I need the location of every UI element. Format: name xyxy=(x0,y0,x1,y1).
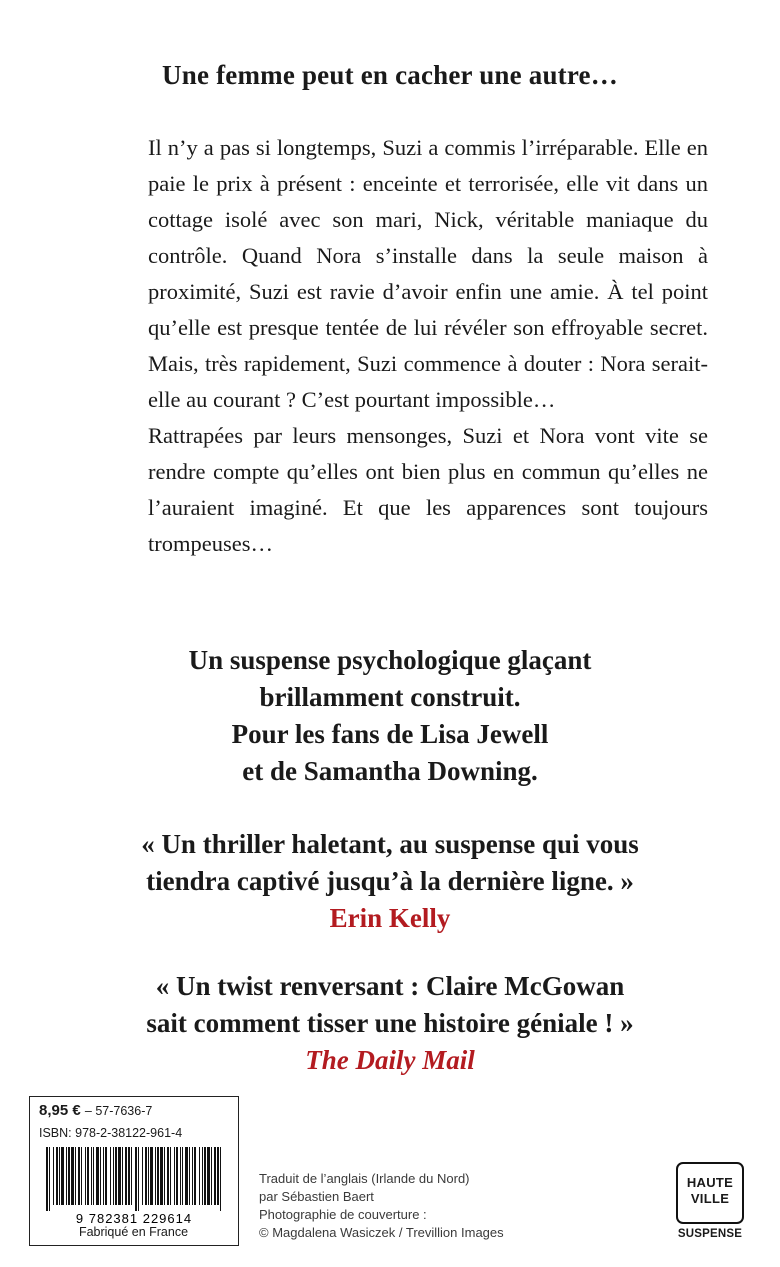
price-code: – 57-7636-7 xyxy=(84,1104,153,1118)
barcode-bar xyxy=(157,1147,159,1205)
synopsis-paragraph: Il n’y a pas si longtemps, Suzi a commis l’irréparable. Elle en paie le prix à présent : enceinte et terrorisée, elle vit dans un cottage isolé avec son mari, Nick, véritable maniaque du contrôle. Quand Nora s’installe dans la seule maison à proximité, Suzi est ravie d’avoir enfin une amie. À tel point qu’elle est presque tentée de lui révéler son effroyable secret. Mais, très rapidement, Suzi commence à douter : Nora serait-elle au courant ? C’est pourtant impossible… xyxy=(148,135,708,412)
barcode-bar xyxy=(91,1147,92,1205)
blurb-line: brillamment construit. xyxy=(259,682,521,712)
barcode-bar xyxy=(87,1147,89,1205)
blurb xyxy=(0,642,780,790)
barcode-box xyxy=(29,1096,239,1246)
barcode-bar xyxy=(66,1147,67,1205)
barcode-bar xyxy=(174,1147,175,1205)
price-row xyxy=(39,1102,152,1119)
barcode-bar xyxy=(204,1147,206,1205)
barcode-bar xyxy=(49,1147,50,1211)
barcode-bar xyxy=(182,1147,183,1205)
credits xyxy=(259,1170,599,1242)
credits-line: Photographie de couverture : xyxy=(259,1207,427,1222)
synopsis-paragraph: Rattrapées par leurs mensonges, Suzi et Nora vont vite se rendre compte qu’elles ont bien plus en commun qu’elles ne l’auraient imaginé. Et que les apparences sont toujours trompeuses… xyxy=(148,423,708,556)
synopsis xyxy=(148,130,708,562)
credits-line: par Sébastien Baert xyxy=(259,1189,374,1204)
barcode-bar xyxy=(78,1147,80,1205)
barcode-bar xyxy=(93,1147,94,1205)
barcode-bar xyxy=(217,1147,219,1205)
barcode-bar xyxy=(61,1147,64,1205)
quote-source: The Daily Mail xyxy=(305,1045,475,1075)
barcode-bar xyxy=(189,1147,190,1205)
publisher-name: VILLE xyxy=(690,1191,730,1206)
barcode-bar xyxy=(138,1147,139,1211)
barcode-bar xyxy=(68,1147,70,1205)
barcode-bar xyxy=(96,1147,99,1205)
barcode-bar xyxy=(46,1147,48,1211)
quote-source: Erin Kelly xyxy=(329,903,451,933)
barcode-bar xyxy=(164,1147,165,1205)
barcode-bar xyxy=(155,1147,156,1205)
barcode-bar xyxy=(75,1147,76,1205)
barcode-bar xyxy=(150,1147,153,1205)
barcode-bar xyxy=(185,1147,188,1205)
barcode-icon xyxy=(38,1145,230,1225)
price: 8,95 € xyxy=(39,1102,81,1119)
barcode-bar xyxy=(211,1147,212,1205)
credits-line: © Magdalena Wasiczek / Trevillion Images xyxy=(259,1225,504,1240)
barcode-bar xyxy=(113,1147,114,1205)
barcode-bar xyxy=(199,1147,200,1205)
barcode-bar xyxy=(122,1147,123,1205)
barcode-bar xyxy=(202,1147,203,1205)
review-quote xyxy=(0,826,780,937)
barcode-bar xyxy=(194,1147,196,1205)
barcode-bar xyxy=(131,1147,132,1205)
barcode-bar xyxy=(142,1147,143,1205)
collection-label: SUSPENSE xyxy=(677,1228,743,1240)
barcode-bar xyxy=(176,1147,178,1205)
barcode-bar xyxy=(118,1147,121,1205)
barcode-bar xyxy=(53,1147,54,1205)
barcode-bar xyxy=(100,1147,101,1205)
barcode-bar xyxy=(105,1147,107,1205)
barcode-digits: 9 782381 229614 xyxy=(75,1211,193,1225)
barcode-bar xyxy=(214,1147,216,1205)
blurb-line: et de Samantha Downing. xyxy=(242,756,538,786)
barcode-bar xyxy=(59,1147,60,1205)
barcode-bar xyxy=(167,1147,169,1205)
barcode-bar xyxy=(160,1147,163,1205)
publisher-logo xyxy=(676,1162,744,1224)
barcode-bar xyxy=(180,1147,181,1205)
barcode-bar xyxy=(135,1147,137,1211)
barcode-bar xyxy=(148,1147,149,1205)
blurb-line: Un suspense psychologique glaçant xyxy=(188,645,592,675)
barcode-bar xyxy=(207,1147,210,1205)
isbn: ISBN: 978-2-38122-961-4 xyxy=(39,1126,183,1140)
barcode-bar xyxy=(128,1147,130,1205)
barcode-bar xyxy=(145,1147,147,1205)
barcode-bar xyxy=(170,1147,171,1205)
barcode-bar xyxy=(71,1147,74,1205)
barcode-bar xyxy=(125,1147,127,1205)
made-in-label: Fabriqué en France xyxy=(78,1225,189,1239)
barcode-bar xyxy=(81,1147,82,1205)
barcode-bar xyxy=(192,1147,193,1205)
barcode-bar xyxy=(103,1147,104,1205)
quote-line: « Un thriller haletant, au suspense qui vous xyxy=(141,829,639,859)
quote-line: sait comment tisser une histoire géniale ! » xyxy=(146,1008,634,1038)
quote-line: tiendra captivé jusqu’à la dernière ligne. » xyxy=(146,866,634,896)
barcode-bar xyxy=(115,1147,117,1205)
barcode-bar xyxy=(85,1147,86,1205)
publisher-name: HAUTE xyxy=(686,1175,734,1190)
review-quote xyxy=(0,968,780,1079)
quote-line: « Un twist renversant : Claire McGowan xyxy=(155,971,625,1001)
blurb-line: Pour les fans de Lisa Jewell xyxy=(231,719,549,749)
credits-line: Traduit de l’anglais (Irlande du Nord) xyxy=(259,1171,470,1186)
barcode-bar xyxy=(56,1147,58,1205)
tagline: Une femme peut en cacher une autre… xyxy=(162,60,618,90)
barcode-bar xyxy=(110,1147,111,1205)
barcode-bar xyxy=(220,1147,221,1211)
